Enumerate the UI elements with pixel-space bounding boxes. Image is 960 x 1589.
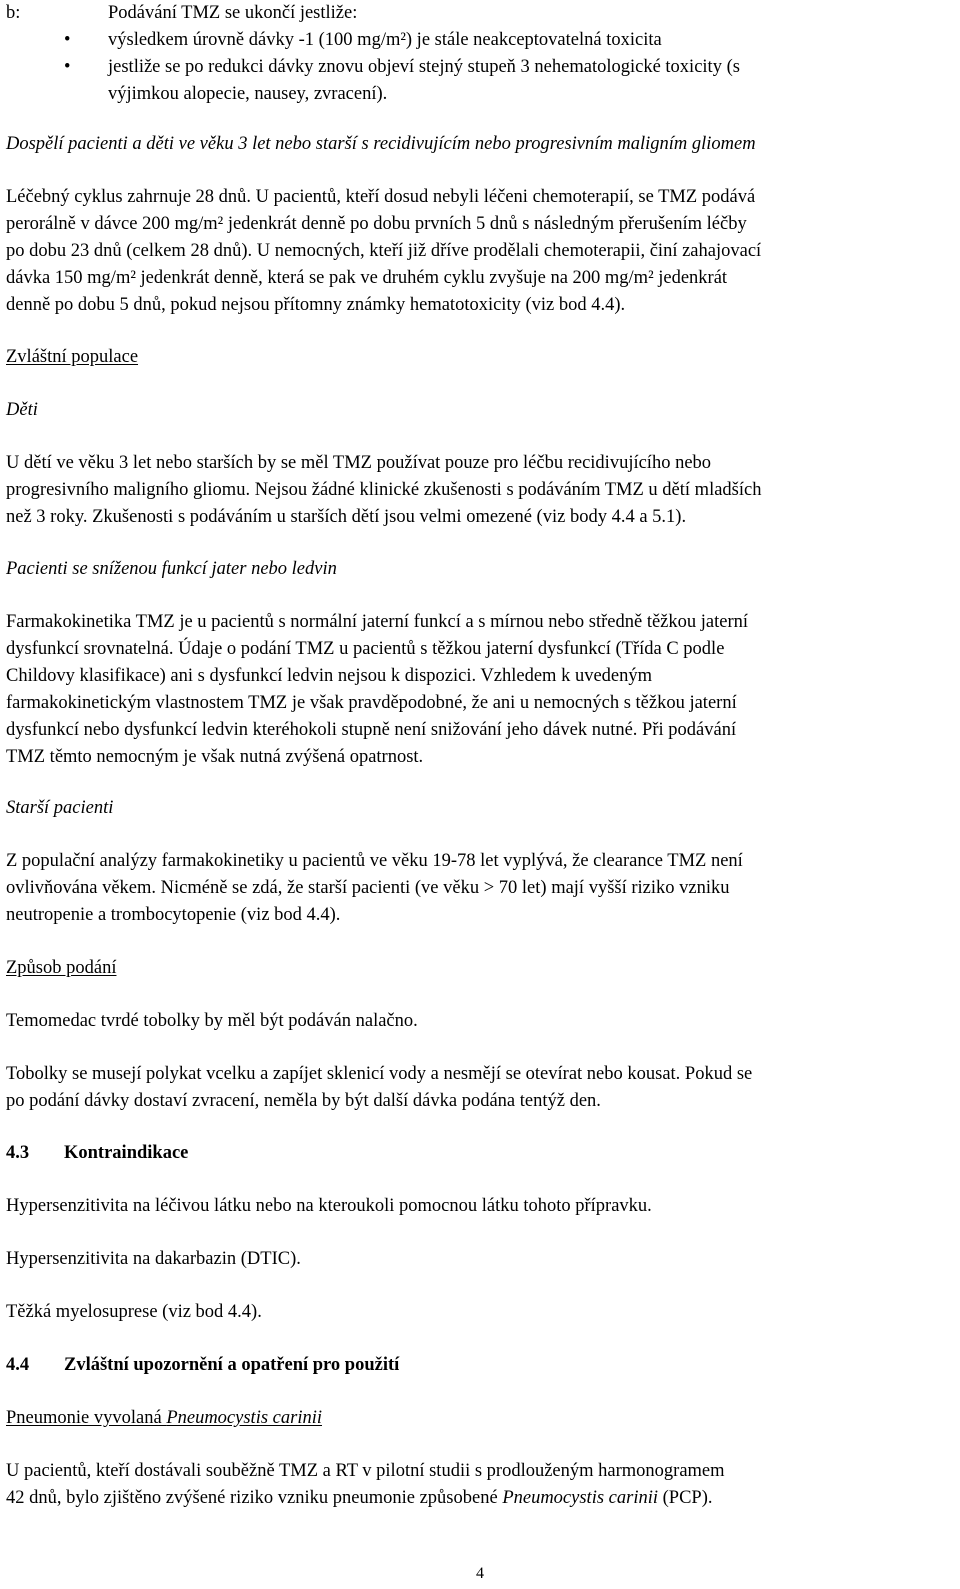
bullet-item: • výsledkem úrovně dávky -1 (100 mg/m²) je stále neakceptovatelná toxicita xyxy=(6,27,950,54)
children-heading: Děti xyxy=(6,400,38,420)
page-number: 4 xyxy=(476,1565,484,1582)
list-letter-marker: b: xyxy=(6,3,21,23)
administration-paragraph-1: Temomedac tvrdé tobolky by měl být podáván nalačno. xyxy=(6,1011,418,1031)
elderly-heading: Starší pacienti xyxy=(6,798,114,818)
administration-heading: Způsob podání xyxy=(6,958,117,978)
bullet-icon: • xyxy=(64,30,71,50)
contraindication-1: Hypersenzitivita na léčivou látku nebo na kteroukoli pomocnou látku tohoto přípravku. xyxy=(6,1196,652,1216)
section-4-3-heading: 4.3 Kontraindikace xyxy=(6,1143,189,1163)
adults-paragraph: Léčebný cyklus zahrnuje 28 dnů. U pacientů, kteří dosud nebyli léčeni chemoterapií, se TMZ podává perorálně v dávce 200 mg/m² jedenkrát denně po dobu prvních 5 dnů s následným přerušením léčby po dobu 23 dnů (celkem 28 dnů). U nemocných, kteří již dříve prodělali chemoterapii, činí zahajovací dávka 150 mg/m² jedenkrát denně, která se pak ve druhém cyklu zvyšuje na 200 mg/m² jedenkrát denně po dobu 5 dnů, pokud nejsou přítomny známky hematotoxicity (viz bod 4.4). xyxy=(6,187,762,315)
stop-lead: b: Podávání TMZ se ukončí jestliže: xyxy=(6,0,950,27)
pcp-heading: Pneumonie vyvolaná Pneumocystis carinii xyxy=(6,1408,322,1428)
administration-paragraph-2: Tobolky se musejí polykat vcelku a zapíjet sklenicí vody a nesmějí se otevírat nebo kousat. Pokud se po podání dávky dostaví zvracení, neměla by být další dávka podána tentýž den. xyxy=(6,1064,753,1111)
special-population-heading: Zvláštní populace xyxy=(6,347,139,367)
stop-conditions xyxy=(6,0,950,108)
section-4-4-heading: 4.4 Zvláštní upozornění a opatření pro použití xyxy=(6,1355,400,1375)
contraindication-2: Hypersenzitivita na dakarbazin (DTIC). xyxy=(6,1249,301,1269)
contraindication-3: Těžká myelosuprese (viz bod 4.4). xyxy=(6,1302,262,1322)
pcp-paragraph: U pacientů, kteří dostávali souběžně TMZ a RT v pilotní studii s prodlouženým harmonogramem 42 dnů, bylo zjištěno zvýšené riziko vzniku pneumonie způsobené Pneumocystis carinii (PCP). xyxy=(6,1461,725,1508)
adults-heading: Dospělí pacienti a děti ve věku 3 let nebo starší s recidivujícím nebo progresivním maligním gliomem xyxy=(6,134,756,154)
bullet-icon: • xyxy=(64,57,71,77)
liver-kidney-heading: Pacienti se sníženou funkcí jater nebo ledvin xyxy=(6,559,337,579)
children-paragraph: U dětí ve věku 3 let nebo starších by se měl TMZ používat pouze pro léčbu recidivujícího nebo progresivního maligního gliomu. Nejsou žádné klinické zkušenosti s podáváním TMZ u dětí mladších než 3 roky. Zkušenosti s podáváním u starších dětí jsou velmi omezené (viz body 4.4 a 5.1). xyxy=(6,453,762,527)
bullet-item: • jestliže se po redukci dávky znovu objeví stejný stupeň 3 nehematologické toxicity (s výjimkou alopecie, nausey, zvracení). xyxy=(6,54,950,108)
elderly-paragraph: Z populační analýzy farmakokinetiky u pacientů ve věku 19-78 let vyplývá, že clearance TMZ není ovlivňována věkem. Nicméně se zdá, že starší pacienti (ve věku > 70 let) mají vyšší riziko vzniku neutropenie a trombocytopenie (viz bod 4.4). xyxy=(6,851,743,925)
liver-kidney-paragraph: Farmakokinetika TMZ je u pacientů s normální jaterní funkcí a s mírnou nebo středně těžkou jaterní dysfunkcí srovnatelná. Údaje o podání TMZ u pacientů s těžkou jaterní dysfunkcí (Třída C podle Childovy klasifikace) ani s dysfunkcí ledvin nejsou k dispozici. Vzhledem k uvedeným farmakokinetickým vlastnostem TMZ je však pravděpodobné, že ani u nemocných s těžkou jaterní dysfunkcí nebo dysfunkcí ledvin kteréhokoli stupně není snižování jeho dávek nutné. Při podávání TMZ těmto nemocným je však nutná zvýšená opatrnost. xyxy=(6,612,749,767)
